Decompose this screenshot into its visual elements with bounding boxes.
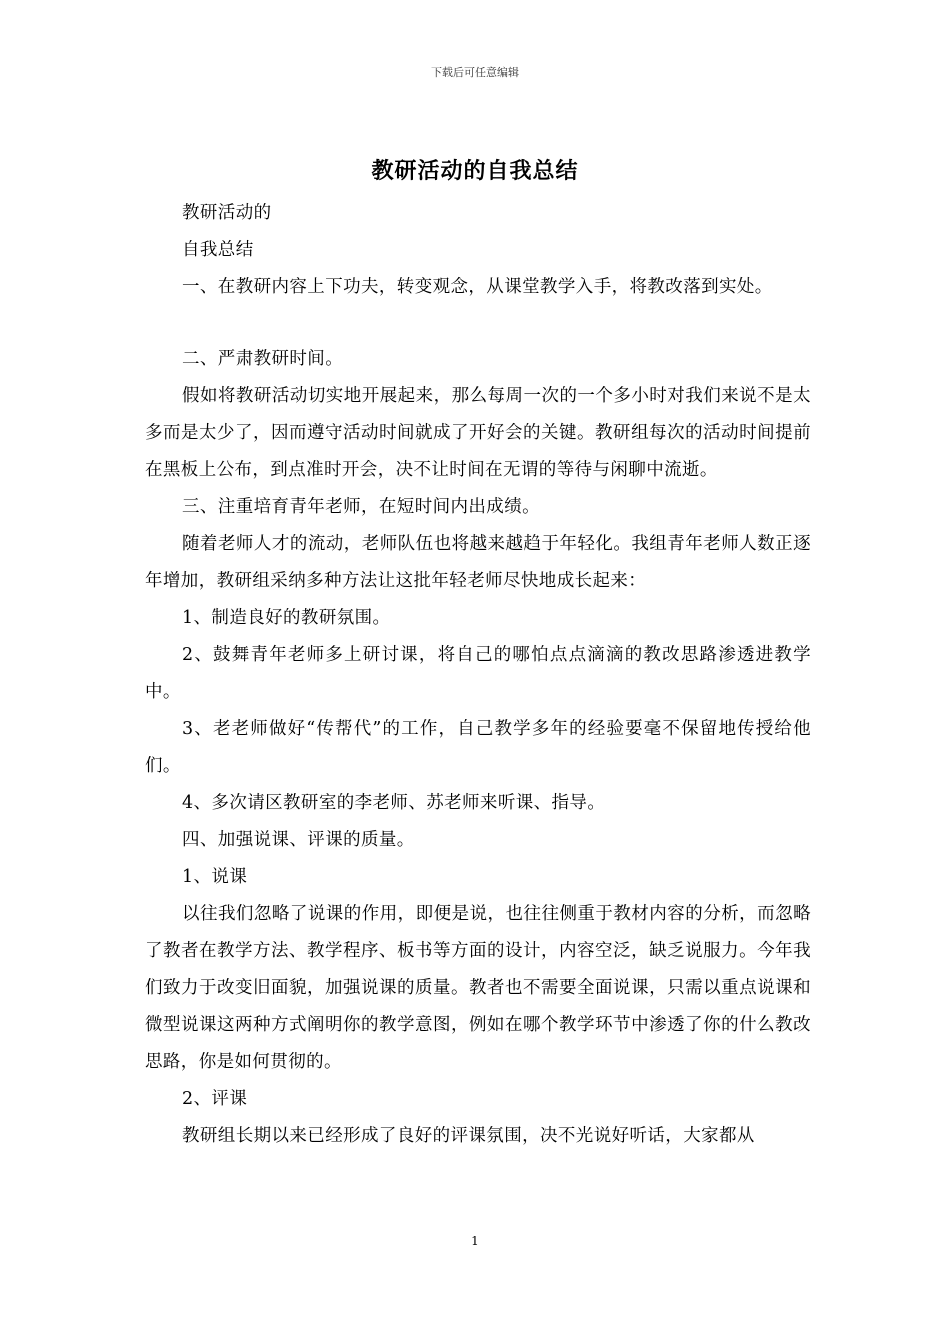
section-heading: 三、注重培育青年老师，在短时间内出成绩。 xyxy=(182,497,540,517)
subsection-heading: 1、说课 xyxy=(182,867,248,887)
section-heading: 二、严肃教研时间。 xyxy=(182,349,344,369)
page-number: 1 xyxy=(471,1234,479,1248)
paragraph: 假如将教研活动切实地开展起来，那么每周一次的一个多小时对我们来说不是太多而是太少了，因而遵守活动时间就成了开好会的关键。教研组每次的活动时间提前在黑板上公布，到点准时开会，决不让时间在无谓的等待与闲聊中流逝。 xyxy=(145,386,811,480)
paragraph: 随着老师人才的流动，老师队伍也将越来越趋于年轻化。我组青年老师人数正逐年增加，教研组采纳多种方法让这批年轻老师尽快地成长起来： xyxy=(145,534,811,591)
list-item: 3、老老师做好“传帮代”的工作，自己教学多年的经验要毫不保留地传授给他们。 xyxy=(145,719,811,776)
list-item: 1、制造良好的教研氛围。 xyxy=(182,608,391,628)
paragraph: 教研活动的 xyxy=(182,203,272,223)
list-item: 4、多次请区教研室的李老师、苏老师来听课、指导。 xyxy=(182,793,606,813)
subsection-heading: 2、评课 xyxy=(182,1089,248,1109)
header-note: 下载后可任意编辑 xyxy=(431,66,519,79)
document-body xyxy=(145,195,811,1155)
paragraph: 教研组长期以来已经形成了良好的评课氛围，决不光说好听话，大家都从 xyxy=(182,1126,755,1146)
list-item: 2、鼓舞青年老师多上研讨课，将自己的哪怕点点滴滴的教改思路渗透进教学中。 xyxy=(145,645,811,702)
document-title: 教研活动的自我总结 xyxy=(371,158,579,184)
section-heading: 四、加强说课、评课的质量。 xyxy=(182,830,415,850)
paragraph: 自我总结 xyxy=(182,240,254,260)
paragraph: 以往我们忽略了说课的作用，即便是说，也往往侧重于教材内容的分析，而忽略了教者在教学方法、教学程序、板书等方面的设计，内容空泛，缺乏说服力。今年我们致力于改变旧面貌，加强说课的质量。教者也不需要全面说课，只需以重点说课和微型说课这两种方式阐明你的教学意图，例如在哪个教学环节中渗透了你的什么教改思路，你是如何贯彻的。 xyxy=(145,904,811,1072)
paragraph: 一、在教研内容上下功夫，转变观念，从课堂教学入手，将教改落到实处。 xyxy=(182,277,773,297)
